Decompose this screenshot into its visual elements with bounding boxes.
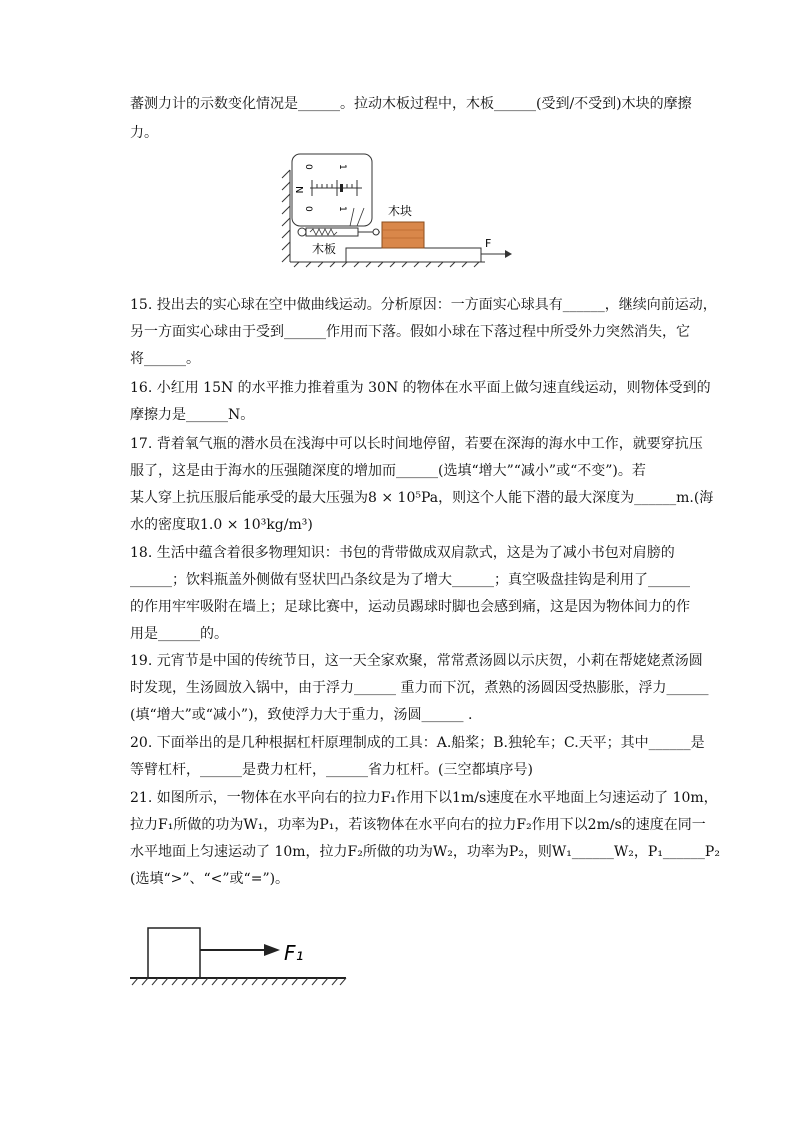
text-line: 时发现，生汤圆放入锅中，由于浮力______ 重力而下沉，煮熟的汤圆因受热膨胀，浮力______ — [130, 680, 709, 696]
pull-force-figure — [128, 920, 353, 992]
text-line: 用是______的。 — [130, 626, 228, 642]
wooden-board — [346, 248, 481, 262]
question-19: 19. 元宵节是中国的传统节日，这一天全家欢聚，常常煮汤圆以示庆贺，小莉在帮姥姥煮汤圆 — [130, 653, 703, 669]
text-line: 拉力F₁所做的功为W₁，功率为P₁，若该物体在水平向右的拉力F₂作用下以2m/s的速度在同一 — [130, 817, 706, 833]
force-arrowhead — [264, 944, 280, 956]
ground-hatch — [290, 262, 485, 267]
text-line: 服了，这是由于海水的压强随深度的增加而______(选填“增大”“减小”或“不变”)。若 — [130, 463, 646, 479]
object-block — [148, 928, 200, 978]
text-line: (选填“>”、“<”或“=”)。 — [130, 871, 290, 887]
ground-hatch — [132, 978, 346, 985]
scale-pointer — [340, 184, 343, 192]
text-line: 将______。 — [130, 351, 200, 367]
scale-unit: N — [293, 186, 304, 194]
force-arrowhead — [505, 250, 512, 258]
wooden-block — [382, 222, 424, 248]
scale-label-top-0: 0 — [303, 164, 313, 170]
text-line: 某人穿上抗压服后能承受的最大压强为8 × 10⁵Pa，则这个人能下潜的最大深度为______m.(海 — [130, 490, 714, 506]
text-line: 水平地面上匀速运动了 10m，拉力F₂所做的功为W₂，功率为P₂，则W₁______W₂，P₁______P₂ — [130, 844, 720, 860]
board-label: 木板 — [312, 242, 337, 256]
block-label: 木块 — [388, 204, 413, 218]
force-label: F₁ — [284, 941, 304, 965]
spring-scale — [306, 228, 358, 236]
text-line: 蕃测力计的示数变化情况是______。拉动木板过程中，木板______(受到/不受到)木块的摩擦 — [130, 96, 692, 112]
text-line: 水的密度取1.0 × 10³kg/m³) — [130, 517, 313, 533]
text-line: (填“增大”或“减小”)，致使浮力大于重力，汤圆______ . — [130, 707, 473, 723]
text-line: 力。 — [130, 125, 158, 141]
text-line: 的作用牢牢吸附在墙上；足球比赛中，运动员踢球时脚也会感到痛，这是因为物体间力的作 — [130, 599, 690, 615]
question-15: 15. 投出去的实心球在空中做曲线运动。分析原因：一方面实心球具有______，继续向前运动， — [130, 297, 717, 313]
spring-scale-figure — [280, 150, 515, 270]
question-18: 18. 生活中蕴含着很多物理知识：书包的背带做成双肩款式，这是为了减小书包对肩膀的 — [130, 545, 675, 561]
scale-label-bottom-1: 1 — [337, 206, 347, 212]
text-line: 等臂杠杆，______是费力杠杆，______省力杠杆。(三空都填序号) — [130, 762, 533, 778]
wall-hatch — [282, 170, 290, 262]
text-line: 摩擦力是______N。 — [130, 407, 255, 423]
text-line: 另一方面实心球由于受到______作用而下落。假如小球在下落过程中所受外力突然消失，它 — [130, 324, 690, 340]
question-21: 21. 如图所示，一物体在水平向右的拉力F₁作用下以1m/s速度在水平地面上匀速运动了 10m， — [130, 790, 718, 806]
text-line: ______；饮料瓶盖外侧做有竖状凹凸条纹是为了增大______；真空吸盘挂钩是利用了______ — [130, 572, 690, 588]
question-16: 16. 小红用 15N 的水平推力推着重为 30N 的物体在水平面上做匀速直线运动，则物体受到的 — [130, 380, 711, 396]
question-20: 20. 下面举出的是几种根据杠杆原理制成的工具：A.船桨；B.独轮车；C.天平；其中______是 — [130, 735, 705, 751]
question-17: 17. 背着氧气瓶的潜水员在浅海中可以长时间地停留，若要在深海的海水中工作，就要穿抗压 — [130, 436, 703, 452]
scale-label-top-1: 1 — [337, 164, 347, 170]
force-label: F — [485, 237, 492, 250]
scale-label-bottom-0: 0 — [303, 206, 313, 212]
